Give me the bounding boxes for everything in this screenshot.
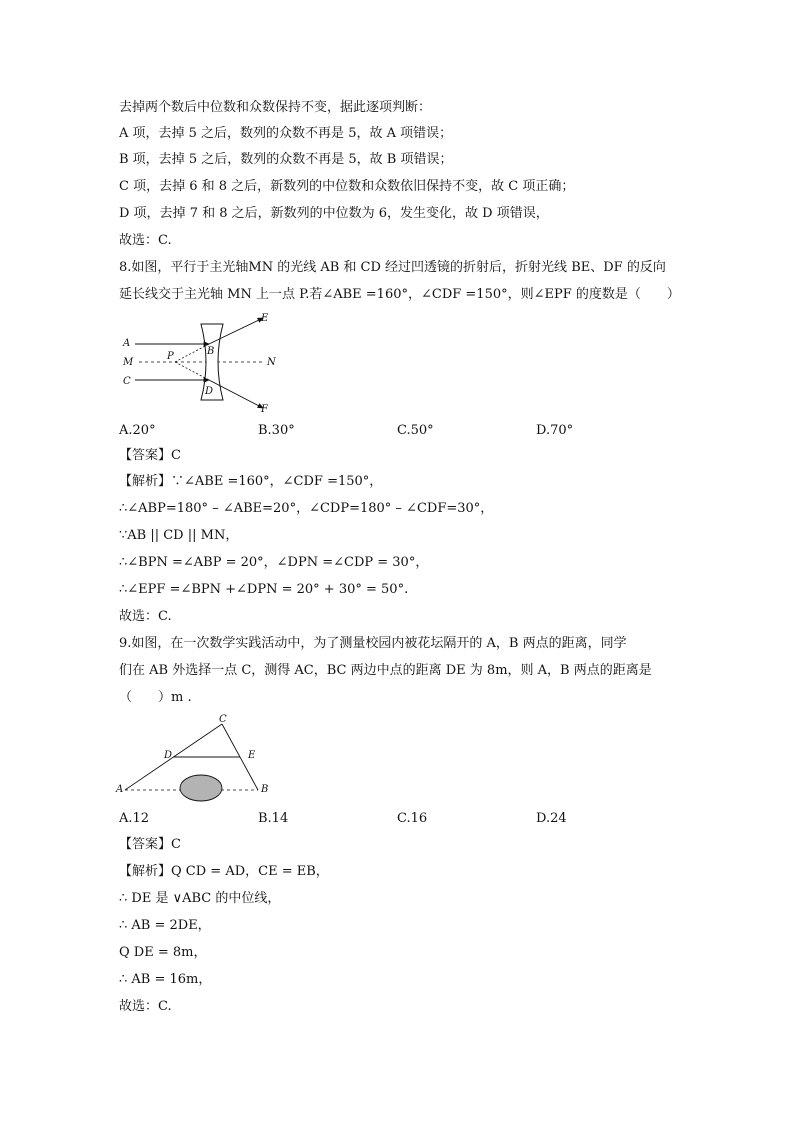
q9-stem-line-3: （ ）m .: [119, 690, 192, 705]
q7-intro-line: 去掉两个数后中位数和众数保持不变，据此逐项判断：: [119, 100, 432, 115]
q8-solution-line-4: ∴∠BPN =∠ABP = 20°，∠DPN =∠CDP = 30°，: [119, 555, 429, 570]
label-c: C: [219, 714, 227, 725]
q7-conclusion: 故选：C.: [119, 233, 172, 248]
label-e: E: [248, 750, 256, 761]
q8-option-c: C.50°: [397, 423, 434, 438]
q8-solution-line-1: 【解析】∵∠ABE =160°，∠CDF =150°，: [119, 474, 383, 489]
q8-stem-line-2: 延长线交于主光轴 MN 上一点 P.若∠ABE =160°，∠CDF =150°，则∠EPF 的度数是（ ）: [119, 287, 680, 302]
q8-option-b: B.30°: [258, 423, 295, 438]
label-c: C: [123, 376, 131, 387]
q9-solution-line-1: 【解析】Q CD = AD，CE = EB，: [119, 864, 329, 879]
label-d: D: [164, 750, 173, 761]
extension-pd: [175, 362, 209, 380]
q9-triangle-flowerbed-figure: [115, 712, 285, 804]
q8-answer: 【答案】C: [119, 448, 181, 463]
q8-solution-line-3: ∵AB || CD || MN，: [119, 528, 239, 543]
q8-stem-line-1: 8.如图，平行于主光轴MN 的光线 AB 和 CD 经过凹透镜的折射后，折射光线 BE、DF 的反向: [119, 260, 666, 275]
label-b: B: [207, 346, 215, 357]
label-n: N: [267, 357, 276, 368]
flowerbed: [180, 775, 222, 801]
q7-option-c-analysis: C 项，去掉 6 和 8 之后，新数列的中位数和众数依旧保持不变，故 C 项正确；: [119, 179, 575, 194]
label-p: P: [167, 351, 174, 362]
q9-answer: 【答案】C: [119, 837, 181, 852]
q8-concave-lens-figure: [115, 312, 285, 414]
q9-option-d: D.24: [536, 811, 567, 826]
q7-option-a-analysis: A 项，去掉 5 之后，数列的众数不再是 5，故 A 项错误；: [119, 126, 453, 141]
q9-solution-line-6: 故选：C.: [119, 999, 172, 1014]
q9-stem-line-1: 9.如图，在一次数学实践活动中，为了测量校园内被花坛隔开的 A，B 两点的距离，同学: [119, 636, 627, 651]
label-m: M: [123, 357, 134, 368]
q9-option-b: B.14: [258, 811, 289, 826]
q9-solution-line-3: ∴ AB = 2DE，: [119, 918, 211, 933]
q8-solution-line-2: ∴∠ABP=180° – ∠ABE=20°，∠CDP=180° – ∠CDF=30°，: [119, 501, 494, 516]
q9-option-c: C.16: [397, 811, 428, 826]
label-b: B: [261, 784, 269, 795]
label-e: E: [261, 313, 269, 324]
q7-option-d-analysis: D 项，去掉 7 和 8 之后，新数列的中位数为 6，发生变化，故 D 项错误，: [119, 206, 549, 221]
label-a: A: [116, 784, 124, 795]
extension-pb: [175, 344, 209, 362]
q8-option-d: D.70°: [536, 423, 574, 438]
label-d: D: [205, 386, 214, 397]
label-a: A: [123, 338, 131, 349]
q8-solution-line-6: 故选：C.: [119, 609, 172, 624]
q9-solution-line-5: ∴ AB = 16m，: [119, 972, 212, 987]
label-f: F: [261, 404, 268, 414]
q8-option-a: A.20°: [119, 423, 156, 438]
q9-solution-line-4: Q DE = 8m，: [119, 945, 207, 960]
q9-stem-line-2: 们在 AB 外选择一点 C，测得 AC，BC 两边中点的距离 DE 为 8m，则 A，B 两点的距离是: [119, 663, 652, 678]
q7-option-b-analysis: B 项，去掉 5 之后，数列的众数不再是 5，故 B 项错误；: [119, 152, 453, 167]
q9-solution-line-2: ∴ DE 是 ∨ABC 的中位线，: [119, 891, 281, 906]
q9-option-a: A.12: [119, 811, 150, 826]
q8-solution-line-5: ∴∠EPF =∠BPN +∠DPN = 20° + 30° = 50°.: [119, 582, 409, 597]
